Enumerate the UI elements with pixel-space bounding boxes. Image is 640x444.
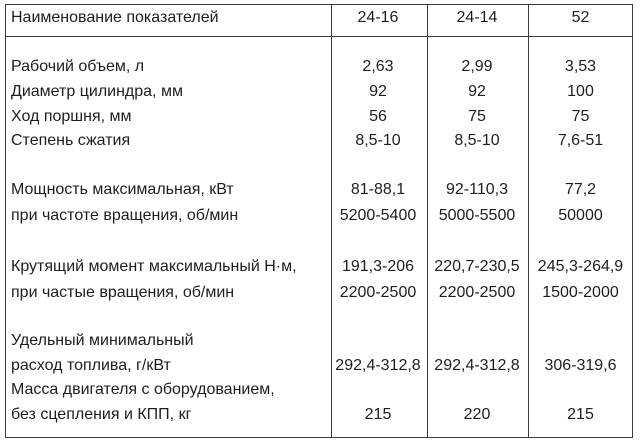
row-value-3: 77,2: [564, 181, 597, 198]
header-divider: [5, 36, 633, 37]
row-value-1: 215: [364, 406, 392, 423]
row-value-3: 75: [571, 108, 590, 125]
row-label: Ход поршня, мм: [11, 108, 132, 125]
row-value-1: 81-88,1: [350, 181, 406, 198]
row-value-3: 306-319,6: [544, 357, 617, 374]
row-value-2: 2,99: [461, 58, 493, 75]
row-value-3: 7,6-51: [557, 132, 604, 149]
row-value-1: 56: [369, 108, 387, 125]
row-label: Мощность максимальная, кВт: [11, 181, 234, 198]
row-label: Масса двигателя с оборудованием,: [11, 381, 275, 398]
row-label: без сцепления и КПП, кг: [11, 406, 192, 423]
row-value-3: 245,3-264,9: [537, 258, 624, 275]
header-col-2: 24-14: [456, 9, 498, 26]
row-value-1: 2200-2500: [339, 284, 417, 301]
row-value-1: 292,4-312,8: [335, 357, 421, 374]
row-value-3: 50000: [558, 207, 603, 224]
row-value-2: 2200-2500: [438, 284, 516, 301]
row-value-2: 5000-5500: [438, 207, 516, 224]
header-col-3: 52: [571, 9, 590, 26]
row-value-1: 8,5-10: [355, 132, 401, 149]
header-label: Наименование показателей: [11, 9, 219, 26]
row-value-2: 92: [468, 83, 486, 100]
row-value-2: 220,7-230,5: [434, 258, 520, 275]
row-value-1: 191,3-206: [341, 258, 415, 275]
row-label: Удельный минимальный: [11, 332, 194, 349]
row-value-1: 5200-5400: [339, 207, 417, 224]
row-value-2: 75: [468, 108, 486, 125]
header-col-1: 24-16: [357, 9, 399, 26]
row-value-3: 3,53: [564, 58, 597, 75]
row-value-2: 220: [463, 406, 491, 423]
row-label: Крутящий момент максимальный Н·м,: [11, 258, 297, 275]
row-label: расход топлива, г/кВт: [11, 357, 171, 374]
row-label: при частоте вращения, об/мин: [11, 207, 239, 224]
row-label: Степень сжатия: [11, 132, 131, 149]
row-value-3: 215: [567, 406, 594, 423]
row-value-1: 92: [369, 83, 387, 100]
row-value-2: 292,4-312,8: [434, 357, 520, 374]
row-label: Рабочий объем, л: [11, 58, 145, 75]
row-value-1: 2,63: [362, 58, 394, 75]
row-value-2: 92-110,3: [446, 181, 508, 198]
row-value-3: 1500-2000: [542, 284, 619, 301]
row-label: при частые вращения, об/мин: [11, 284, 235, 301]
row-value-2: 8,5-10: [454, 132, 500, 149]
row-value-3: 100: [567, 83, 594, 100]
row-label: Диаметр цилиндра, мм: [11, 83, 183, 100]
